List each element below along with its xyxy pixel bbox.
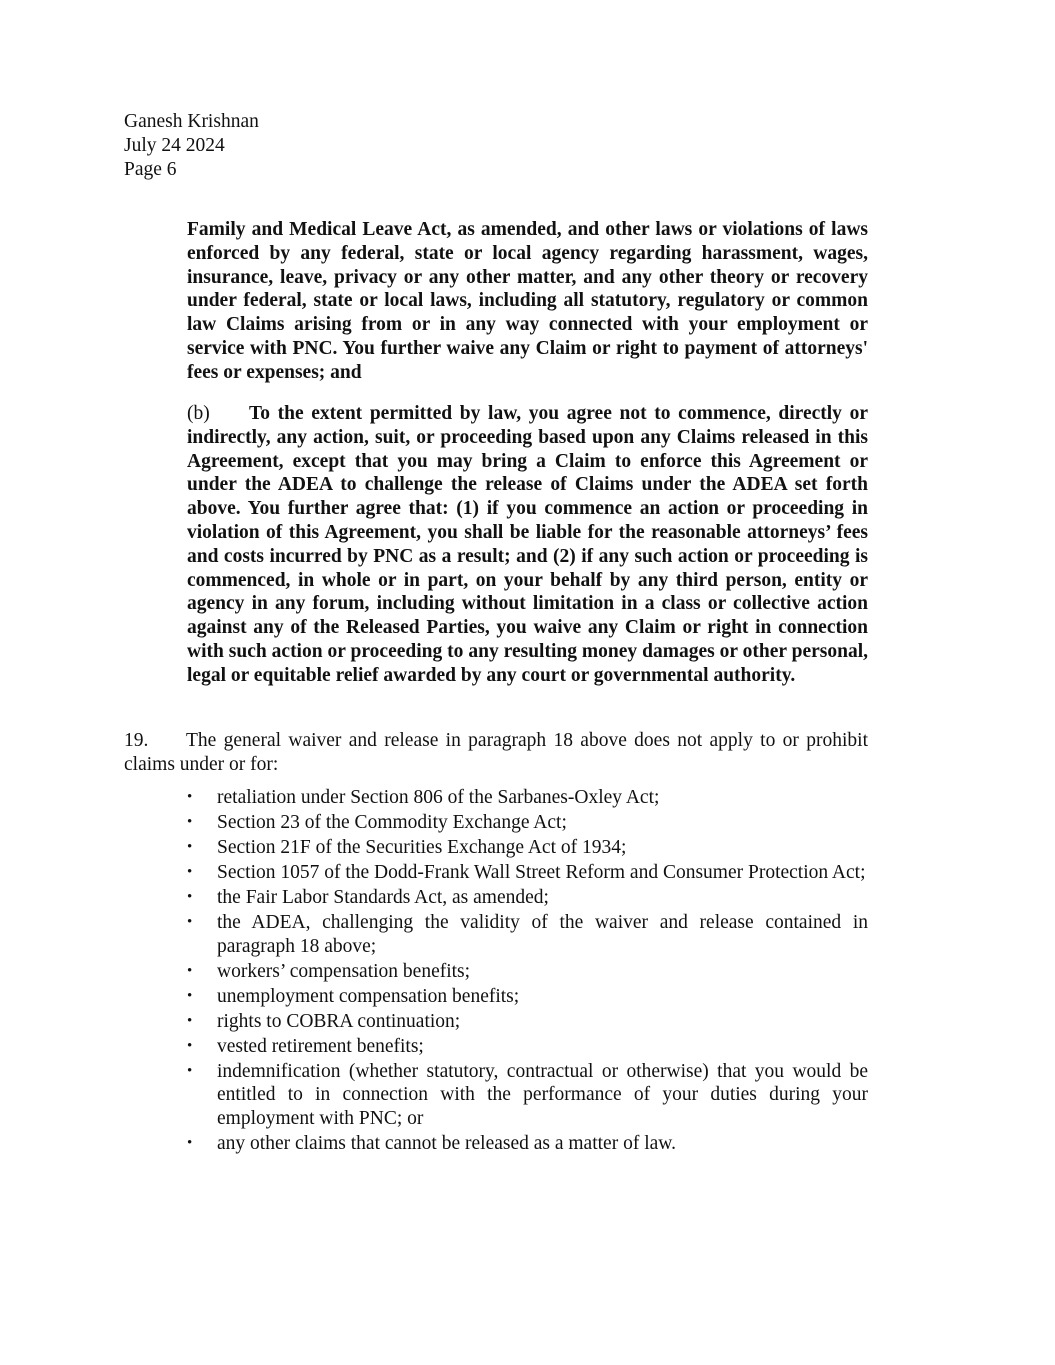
list-item-text: vested retirement benefits; [217, 1035, 424, 1057]
list-item-text: retaliation under Section 806 of the Sarbanes-Oxley Act; [217, 787, 660, 808]
paragraph-19-text: The general waiver and release in paragraph 18 above does not apply to or prohibit claims under or for: [124, 730, 868, 775]
bullet-icon: • [187, 863, 193, 880]
recipient-name: Ganesh Krishnan [124, 111, 259, 132]
list-item [187, 985, 868, 1009]
bullet-icon: • [187, 1135, 193, 1152]
list-item-text: any other claims that cannot be released as a matter of law. [217, 1133, 676, 1155]
bullet-icon: • [187, 962, 193, 979]
bullet-icon: • [187, 813, 193, 830]
list-item-text: workers’ compensation benefits; [217, 960, 471, 982]
list-item-text: the ADEA, challenging the validity of the waiver and release contained in paragraph 18 above; [217, 911, 868, 957]
paragraph-18b [187, 402, 868, 688]
list-item [187, 1010, 868, 1034]
bullet-icon: • [187, 888, 193, 905]
list-item [187, 911, 868, 959]
bullet-icon: • [187, 789, 193, 805]
list-item [187, 836, 868, 860]
letter-header [124, 110, 524, 182]
list-item [187, 886, 868, 910]
list-item [187, 1035, 868, 1059]
paragraph-18b-label: (b) [187, 403, 210, 424]
paragraph-19-number: 19. [124, 730, 149, 751]
list-item [187, 1132, 868, 1156]
bullet-icon: • [187, 838, 193, 855]
list-item [187, 861, 868, 885]
letter-date: July 24 2024 [124, 135, 225, 156]
list-item [187, 811, 868, 835]
paragraph-18a-continuation: Family and Medical Leave Act, as amended, and other laws or violations of laws enforced by any federal, state or local agency regarding harassment, wages, insurance, leave, privacy or any other matter, and any other theory or recovery under federal, state or local laws, including all statutory, regulatory or common law Claims arising from or in any way connected with your employment or service with PNC. You further waive any Claim or right to payment of attorneys' fees or expenses; and [187, 219, 868, 383]
list-item [187, 960, 868, 984]
list-item [187, 1060, 868, 1131]
paragraph-18b-text: To the extent permitted by law, you agree not to commence, directly or indirectly, any action, suit, or proceeding based upon any Claims released in this Agreement, except that you may bring a Claim to enforce this Agreement or under the ADEA to challenge the release of Claims under the ADEA set forth above. You further agree that: (1) if you commence an action or proceeding in violation of this Agreement, you shall be liable for the reasonable attorneys’ fees and costs incurred by PNC as a result; and (2) if any such action or proceeding is commenced, in whole or in part, on your behalf by any third person, entity or agency in any forum, including without limitation in a class or collective action against any of the Released Parties, you waive any Claim or right in connection with such action or proceeding to any resulting money damages or other personal, legal or equitable relief awarded by any court or governmental authority. [187, 403, 868, 686]
bullet-icon: • [187, 1012, 193, 1029]
bullet-icon: • [187, 913, 193, 930]
list-item-text: Section 1057 of the Dodd-Frank Wall Street Reform and Consumer Protection Act; [217, 861, 866, 883]
bullet-icon: • [187, 1062, 193, 1079]
paragraph-19 [124, 729, 868, 777]
bullet-icon: • [187, 987, 193, 1004]
list-item-text: rights to COBRA continuation; [217, 1010, 461, 1032]
list-item-text: the Fair Labor Standards Act, as amended; [217, 886, 549, 908]
list-item-text: unemployment compensation benefits; [217, 985, 520, 1007]
bullet-icon: • [187, 1037, 193, 1054]
list-item [187, 786, 868, 810]
list-item-text: Section 21F of the Securities Exchange Act of 1934; [217, 836, 627, 858]
page-number: Page 6 [124, 159, 177, 180]
list-item-text: indemnification (whether statutory, contractual or otherwise) that you would be entitled to in connection with the performance of your duties during your employment with PNC; or [217, 1060, 868, 1130]
exceptions-list [187, 786, 868, 1157]
list-item-text: Section 23 of the Commodity Exchange Act; [217, 811, 567, 833]
